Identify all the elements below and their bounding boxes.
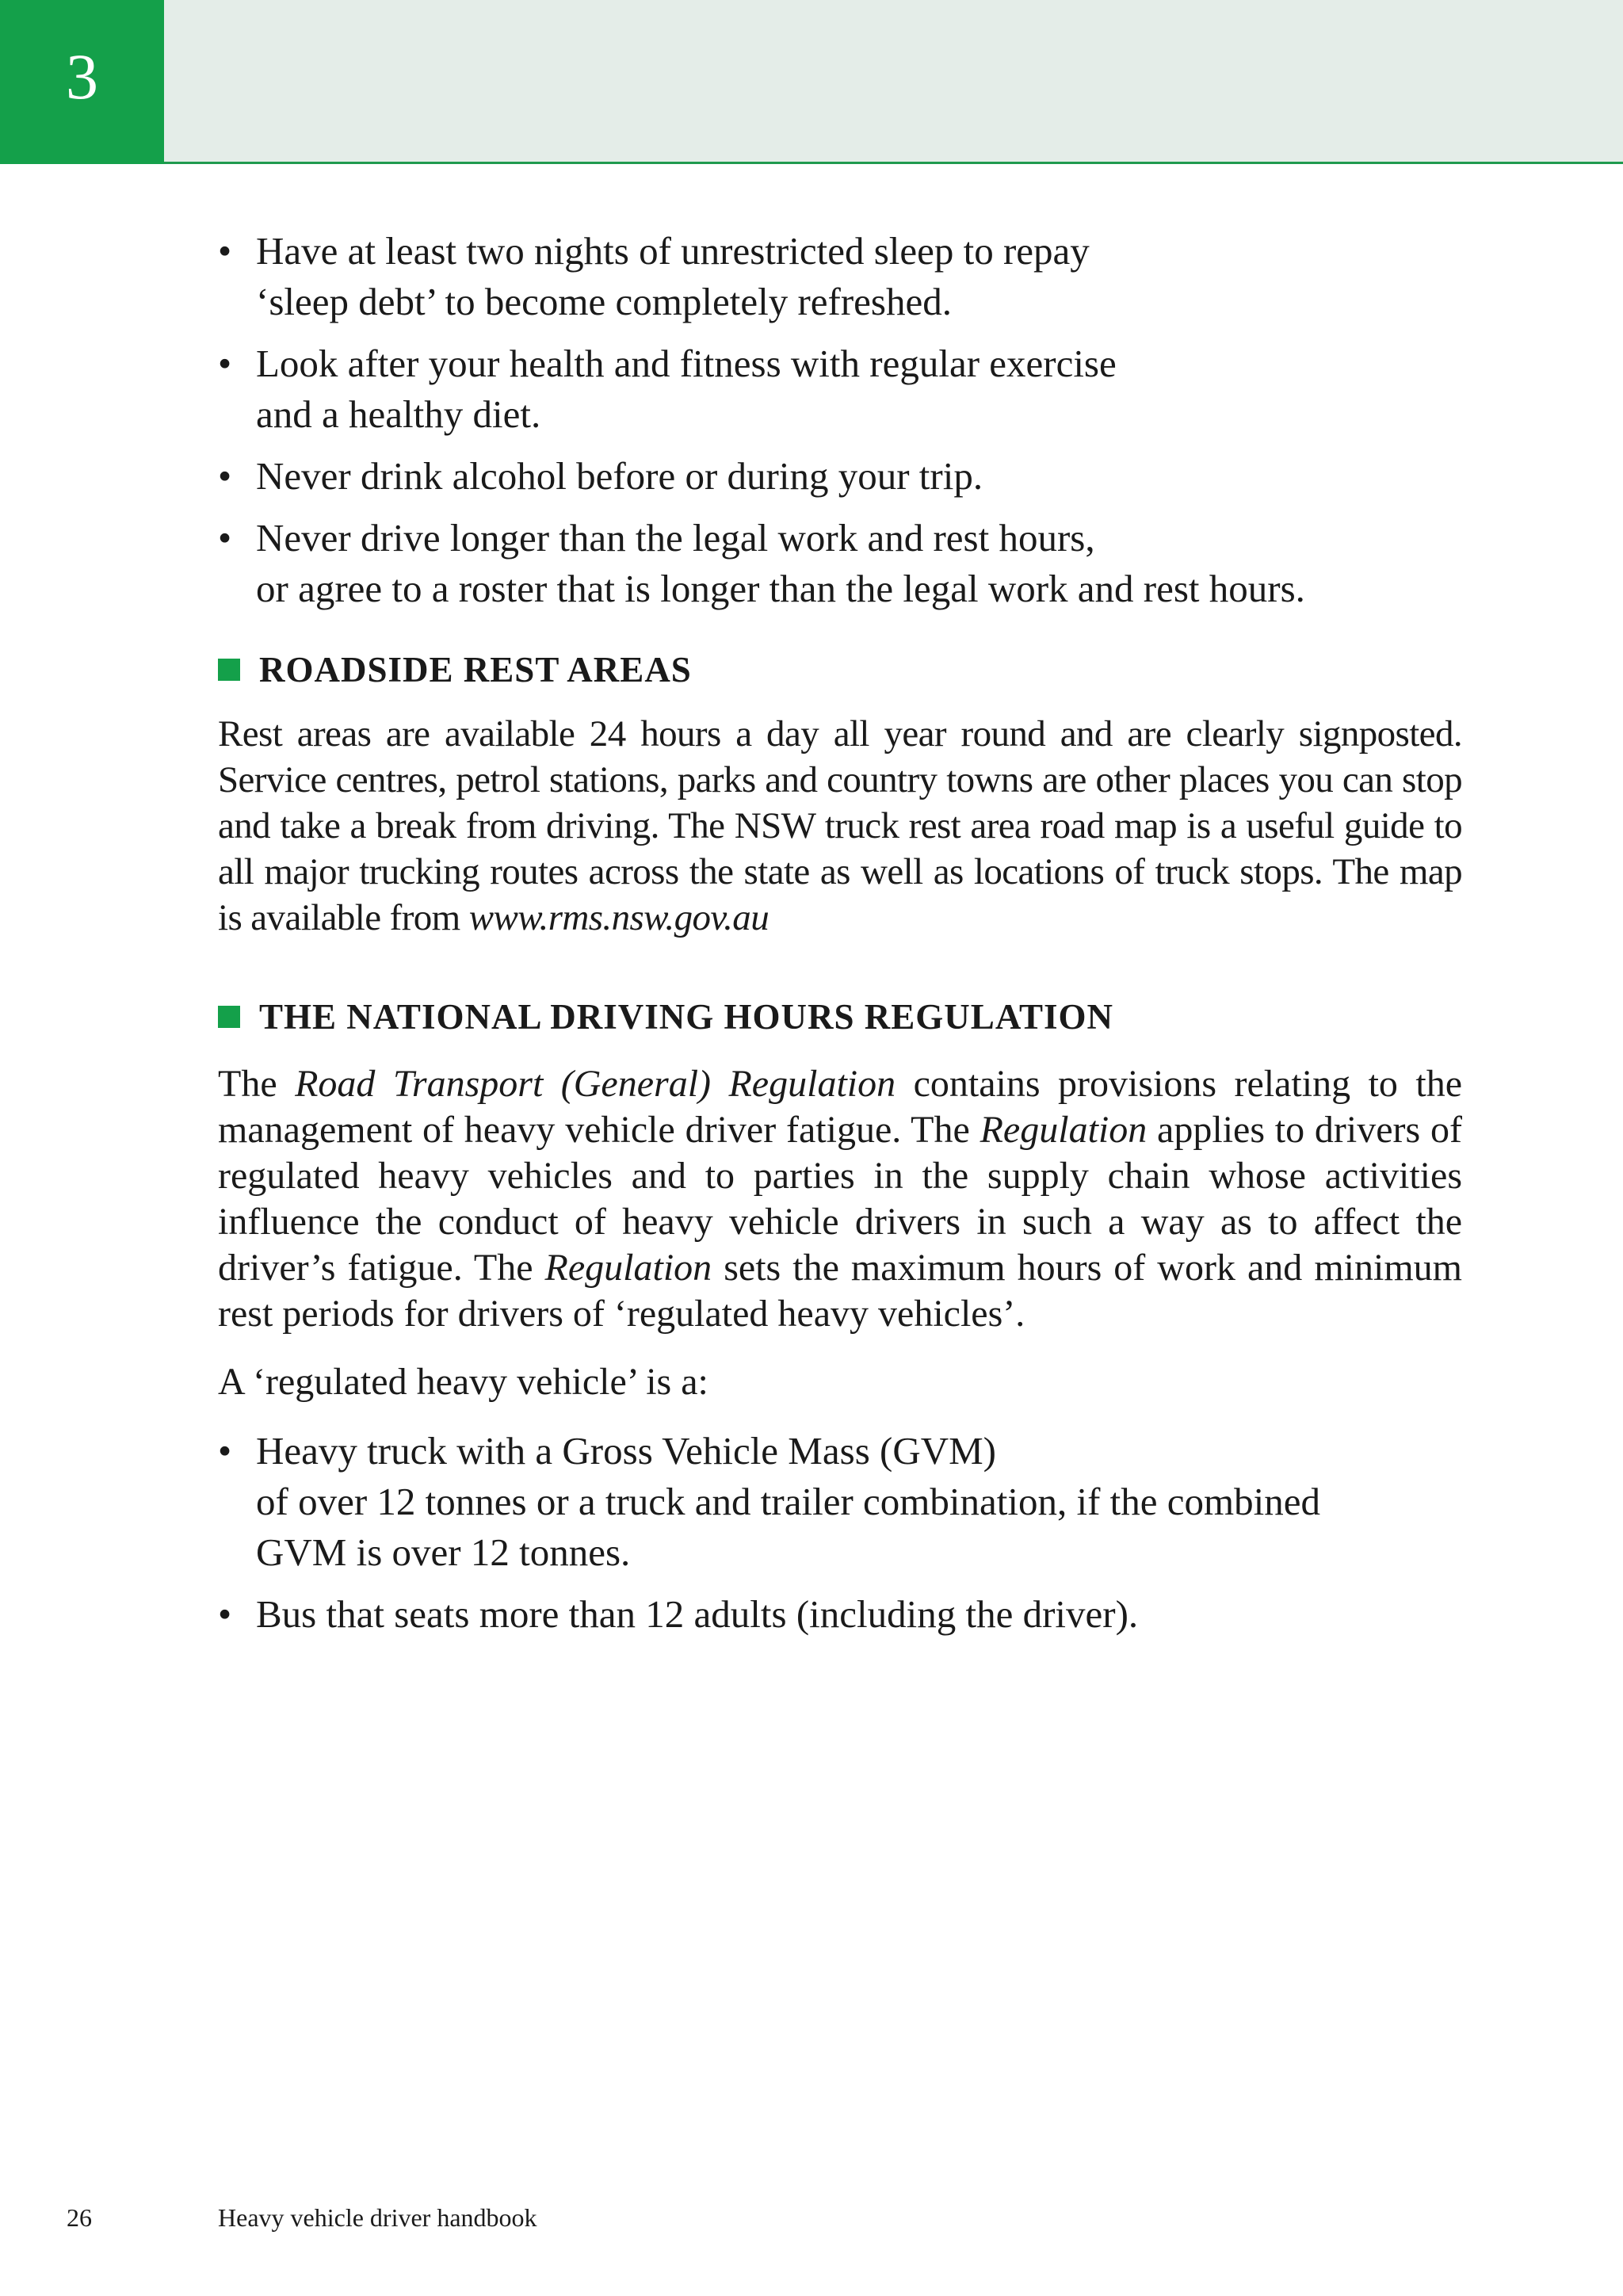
section-heading-regulation: [218, 993, 1462, 1041]
rest-areas-paragraph: [218, 711, 1462, 941]
paragraph-text: applies to drivers of regulated heavy vehicles and to parties in the supply chain whose activities influence the conduct of heavy vehicle drivers in such a way as to affect the driver’s fatigue. The: [218, 1109, 1462, 1289]
website-link[interactable]: www.rms.nsw.gov.au: [468, 897, 769, 938]
list-item: [218, 513, 1462, 614]
bullet-icon: •: [218, 1592, 232, 1636]
regulation-paragraph: [218, 1061, 1462, 1337]
paragraph-text: The: [218, 1063, 277, 1105]
list-item: [218, 338, 1462, 440]
list-item: [218, 1589, 1462, 1640]
list-item-line: GVM is over 12 tonnes.: [256, 1530, 631, 1574]
paragraph-text: contains provisions relating to the management of heavy vehicle driver fatigue. The: [218, 1063, 1463, 1151]
page-number: 26: [67, 2203, 92, 2232]
green-square-icon: [218, 1006, 240, 1028]
list-item-line: or agree to a roster that is longer than the legal work and rest hours.: [256, 567, 1305, 610]
paragraph-text: Rest areas are available 24 hours a day all year round and are clearly signposted. Service centres, petrol stations, parks and country towns are other places you can stop and take a break from driving. The NSW truck rest area road map is a useful guide to all major trucking routes across the state as well as locations of truck stops. The map is available from: [218, 713, 1462, 938]
regulation-term: Regulation: [980, 1109, 1148, 1151]
list-item: [218, 451, 1462, 502]
bullet-icon: •: [218, 516, 232, 560]
list-item-line: Heavy truck with a Gross Vehicle Mass (GVM): [256, 1429, 996, 1473]
bullet-icon: •: [218, 1429, 232, 1473]
list-item-line: Look after your health and fitness with regular exercise: [256, 342, 1117, 385]
section-heading-rest-areas: [218, 646, 1462, 693]
section-heading-text: THE NATIONAL DRIVING HOURS REGULATION: [259, 997, 1113, 1037]
bullet-icon: •: [218, 454, 232, 498]
bullet-icon: •: [218, 342, 232, 385]
list-item-line: of over 12 tonnes or a truck and trailer combination, if the combined: [256, 1480, 1321, 1523]
section-heading-text: ROADSIDE REST AREAS: [259, 650, 692, 690]
list-item-line: ‘sleep debt’ to become completely refreshed.: [256, 280, 952, 323]
vehicle-list: [218, 1426, 1462, 1640]
regulation-term: Regulation: [544, 1247, 712, 1289]
list-item-line: and a healthy diet.: [256, 392, 541, 436]
regulation-title: Road Transport (General) Regulation: [295, 1063, 896, 1105]
bullet-icon: •: [218, 229, 232, 273]
list-item-line: Never drive longer than the legal work and rest hours,: [256, 516, 1095, 560]
list-item: [218, 1426, 1462, 1578]
chapter-number: 3: [66, 40, 98, 113]
regulation-intro: A ‘regulated heavy vehicle’ is a:: [218, 1361, 708, 1403]
paragraph-text: sets the maximum hours of work and minimum rest periods for drivers of ‘regulated heavy vehicles’.: [218, 1247, 1462, 1335]
header-band: [0, 0, 1623, 164]
list-item-line: Never drink alcohol before or during your trip.: [256, 454, 983, 498]
tips-list: [218, 226, 1462, 614]
list-item-line: Have at least two nights of unrestricted sleep to repay: [256, 229, 1090, 273]
footer-title: Heavy vehicle driver handbook: [218, 2203, 537, 2232]
chapter-tab: [0, 0, 164, 164]
list-item: [218, 226, 1462, 327]
list-item-line: Bus that seats more than 12 adults (including the driver).: [256, 1592, 1139, 1636]
page-content: [218, 226, 1462, 1651]
green-square-icon: [218, 659, 240, 681]
